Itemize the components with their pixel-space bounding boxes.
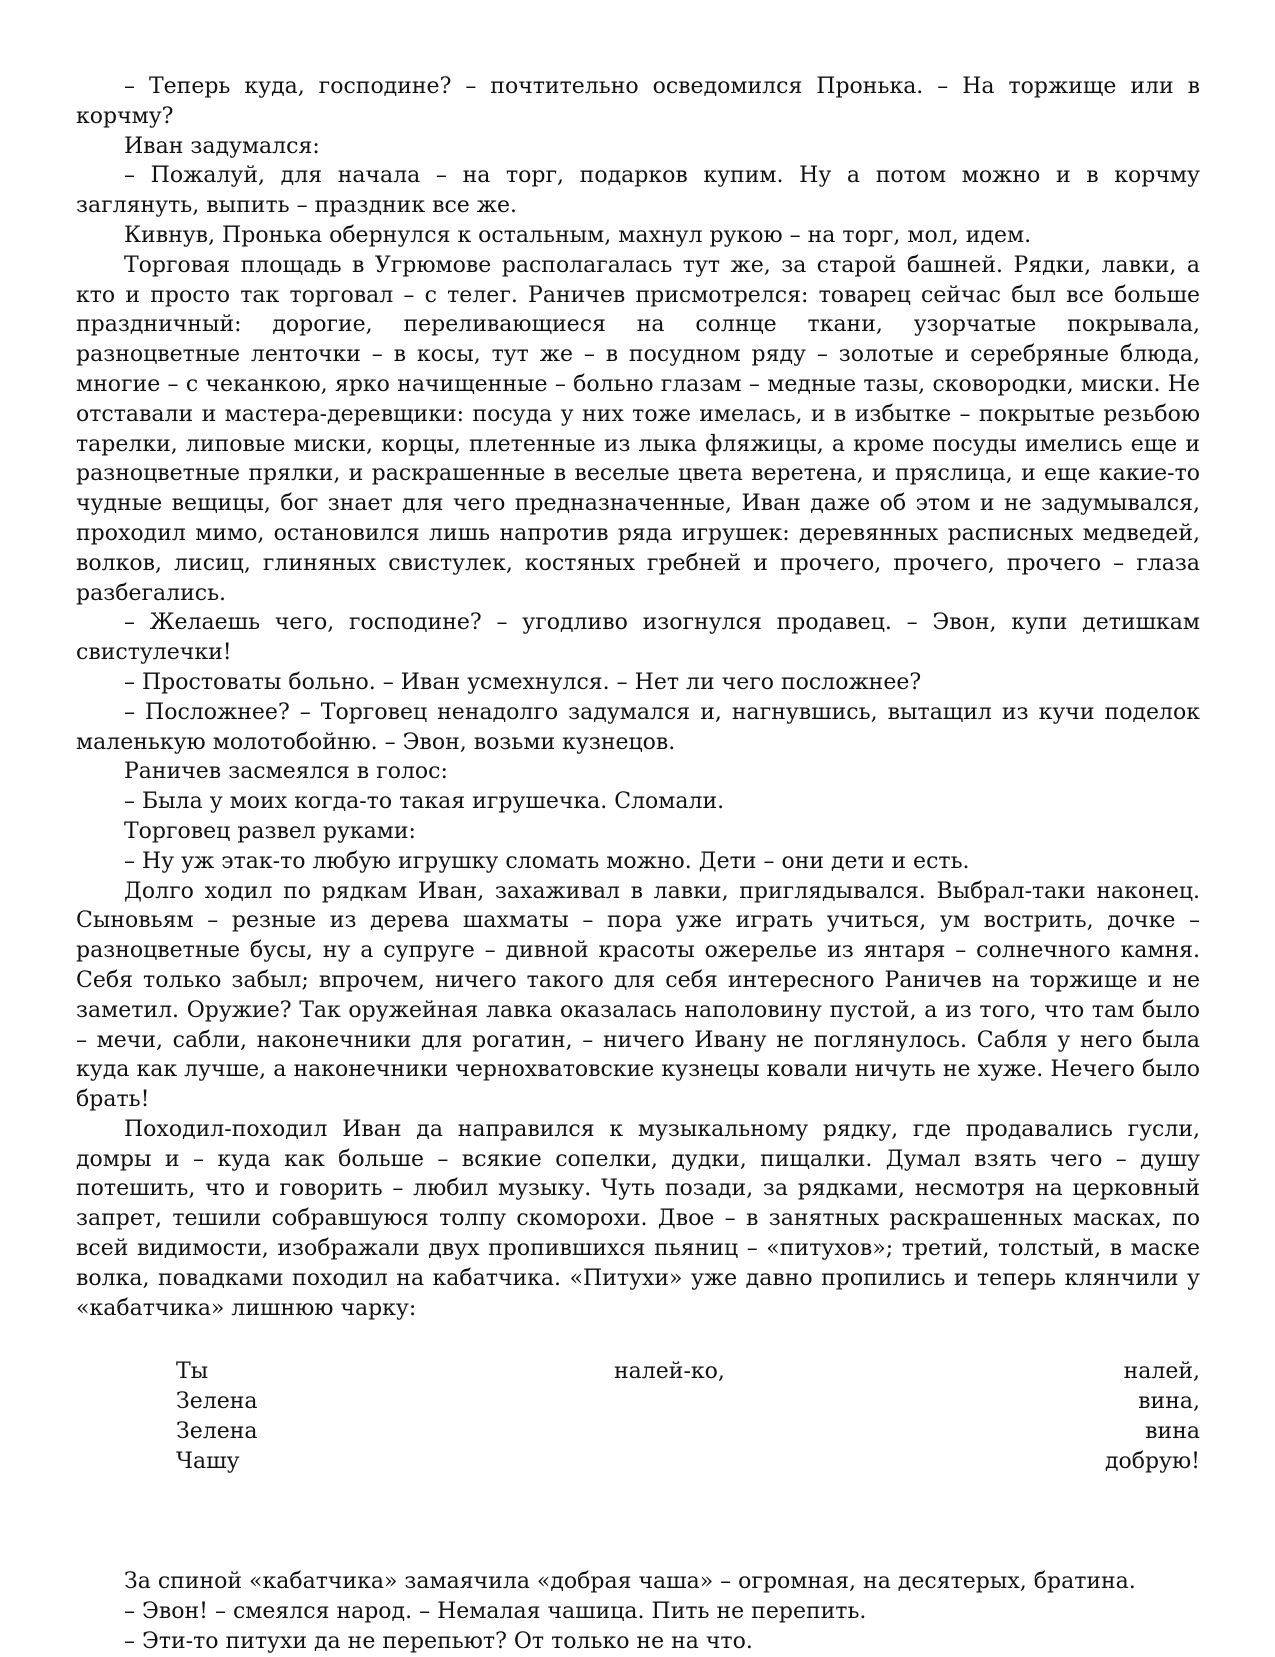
closing-paragraphs bbox=[76, 1567, 1200, 1656]
poem-line-middle: налей-ко, bbox=[614, 1359, 725, 1385]
poem-line bbox=[176, 1417, 1200, 1447]
poem-line bbox=[176, 1357, 1200, 1387]
paragraph: Кивнув, Пронька обернулся к остальным, махнул рукою – на торг, мол, идем. bbox=[124, 222, 1032, 248]
poem-line-right: вина, bbox=[1138, 1389, 1200, 1415]
poem-line-right: добрую! bbox=[1104, 1449, 1200, 1475]
document-page bbox=[76, 72, 1200, 1657]
paragraph: – Ну уж этак-то любую игрушку сломать можно. Дети – они дети и есть. bbox=[124, 848, 970, 874]
paragraph: Торговая площадь в Угрюмове располагалась тут же, за старой башней. Рядки, лавки, а кто и просто так торговал – с телег. Раничев присмотрелся: товарец сейчас был все больше праздничный: дорогие, переливающиеся на солнце ткани, узорчатые покрывала, разноцветные ленточки – в косы, тут же – в посудном ряду – золотые и серебряные блюда, многие – с чеканкою, ярко начищенные – больно глазам – медные тазы, сковородки, миски. Не отставали и мастера-деревщики: посуда у них тоже имелась, и в избытке – покрытые резьбою тарелки, липовые миски, корцы, плетенные из лыка фляжицы, а кроме посуды имелись еще и разноцветные прялки, и раскрашенные в веселые цвета веретена, и пряслица, и еще какие-то чудные вещицы, бог знает для чего предназначенные, Иван даже об этом и не задумывался, проходил мимо, остановился лишь напротив ряда игрушек: деревянных расписных медведей, волков, лисиц, глиняных свистулек, костяных гребней и прочего, прочего, прочего – глаза разбегались. bbox=[76, 252, 1200, 606]
paragraph: Раничев засмеялся в голос: bbox=[124, 759, 448, 785]
paragraph: За спиной «кабатчика» замаячила «добрая чаша» – огромная, на десятерых, братина. bbox=[124, 1569, 1136, 1595]
poem-line-right: налей, bbox=[1123, 1359, 1200, 1385]
poem-line-left: Чашу bbox=[176, 1449, 240, 1475]
paragraph: – Была у моих когда-то такая игрушечка. Сломали. bbox=[124, 789, 725, 815]
paragraph: – Теперь куда, господине? – почтительно осведомился Пронька. – На торжище или в корчму? bbox=[76, 74, 1200, 129]
paragraph: Походил-походил Иван да направился к музыкальному рядку, где продавались гусли, домры и – куда как больше – всякие сопелки, дудки, пищалки. Думал взять чего – душу потешить, что и говорить – любил музыку. Чуть позади, за рядками, несмотря на церковный запрет, тешили собравшуюся толпу скоморохи. Двое – в занятных раскрашенных масках, по всей видимости, изображали двух пропившихся пьяниц – «питухов»; третий, толстый, в маске волка, повадками походил на кабатчика. «Питухи» уже давно пропились и теперь клянчили у «кабатчика» лишнюю чарку: bbox=[76, 1116, 1200, 1321]
poem-line bbox=[176, 1387, 1200, 1417]
paragraph: Иван задумался: bbox=[124, 133, 320, 159]
paragraph: – Простоваты больно. – Иван усмехнулся. – Нет ли чего посложнее? bbox=[124, 669, 922, 695]
paragraph: Долго ходил по рядкам Иван, захаживал в лавки, приглядывался. Выбрал-таки наконец. Сыновьям – резные из дерева шахматы – пора уже играть учиться, ум вострить, дочке – разноцветные бусы, ну а супруге – дивной красоты ожерелье из янтаря – солнечного камня. Себя только забыл; впрочем, ничего такого для себя интересного Раничев на торжище и не заметил. Оружие? Так оружейная лавка оказалась наполовину пустой, а из того, что там было – мечи, сабли, наконечники для рогатин, – ничего Ивану не поглянулось. Сабля у него была куда как лучше, а наконечники чернохватовские кузнецы ковали ничуть не хуже. Нечего было брать! bbox=[76, 878, 1200, 1113]
poem-line-left: Ты bbox=[176, 1359, 209, 1385]
poem-line-right: вина bbox=[1145, 1419, 1200, 1445]
poem-line bbox=[176, 1447, 1200, 1477]
paragraph: – Желаешь чего, господине? – угодливо изогнулся продавец. – Эвон, купи детишкам свистулечки! bbox=[76, 610, 1200, 666]
poem-line-left: Зелена bbox=[176, 1419, 258, 1445]
paragraph: Торговец развел руками: bbox=[124, 818, 416, 844]
paragraph: – Эти-то питухи да не перепьют? От только не на что. bbox=[124, 1629, 753, 1655]
poem-line-left: Зелена bbox=[176, 1389, 258, 1415]
poem-verse bbox=[76, 1357, 1200, 1479]
paragraph: – Пожалуй, для начала – на торг, подарков купим. Ну а потом можно и в корчму заглянуть, выпить – праздник все же. bbox=[76, 163, 1200, 219]
paragraph: – Эвон! – смеялся народ. – Немалая чашица. Пить не перепить. bbox=[124, 1599, 867, 1625]
paragraph: – Посложнее? – Торговец ненадолго задумался и, нагнувшись, вытащил из кучи поделок маленькую молотобойню. – Эвон, возьми кузнецов. bbox=[76, 699, 1200, 755]
